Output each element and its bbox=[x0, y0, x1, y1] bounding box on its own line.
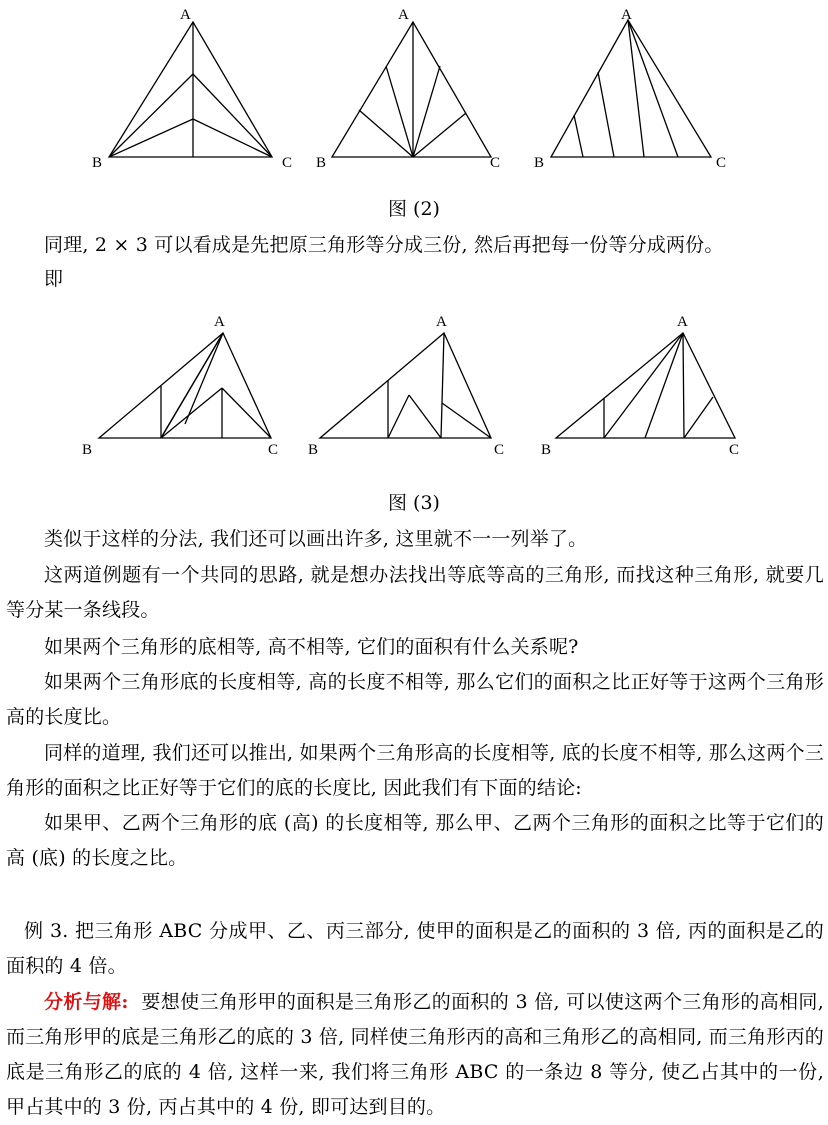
figure-2-triangle-1 bbox=[92, 7, 292, 171]
figure-3-caption: 图 (3) bbox=[388, 492, 440, 514]
analysis-text: 要想使三角形甲的面积是三角形乙的面积的 3 倍, 可以使这两个三角形的高相同, 而三角形甲的底是三角形乙的底的 3 倍, 同样使三角形丙的高和三角形乙的高相同, 而三角形丙的底是三角形乙的底的 4 倍, 这样一来, 我们将三角形 ABC 的一条边 8 等分, 使乙占其中的一份, 甲占其中的 3 份, 丙占其中的 4 份, 即可达到目的。 bbox=[6, 991, 825, 1118]
paragraph-5: 如果两个三角形的底相等, 高不相等, 它们的面积有什么关系呢? bbox=[44, 636, 579, 658]
paragraph-8: 如果甲、乙两个三角形的底 (高) 的长度相等, 那么甲、乙两个三角形的面积之比等于它们的高 (底) 的长度之比。 bbox=[6, 812, 824, 869]
analysis-label: 分析与解: bbox=[44, 991, 129, 1013]
figure-3-triangle-2 bbox=[308, 314, 504, 458]
figure-3 bbox=[0, 300, 828, 460]
figure-2 bbox=[0, 0, 828, 175]
label-a: A bbox=[180, 7, 191, 23]
label-c: C bbox=[490, 155, 501, 171]
label-c: C bbox=[268, 442, 279, 458]
paragraph-2: 即 bbox=[44, 268, 64, 290]
paragraph-7: 同样的道理, 我们还可以推出, 如果两个三角形高的长度相等, 底的长度不相等, 那么这两个三角形的面积之比正好等于它们的底的长度比, 因此我们有下面的结论: bbox=[6, 742, 824, 799]
label-a: A bbox=[677, 314, 688, 330]
analysis-paragraph bbox=[6, 985, 824, 1125]
label-a: A bbox=[398, 7, 409, 23]
paragraph-3: 类似于这样的分法, 我们还可以画出许多, 这里就不一一列举了。 bbox=[44, 528, 588, 550]
figure-3-triangle-3 bbox=[541, 314, 739, 458]
paragraph-4: 这两道例题有一个共同的思路, 就是想办法找出等底等高的三角形, 而找这种三角形, 就要几等分某一条线段。 bbox=[6, 564, 824, 621]
label-b: B bbox=[541, 442, 552, 458]
paragraph-1: 同理, 2 × 3 可以看成是先把原三角形等分成三份, 然后再把每一份等分成两份。 bbox=[44, 234, 724, 256]
example-3: 例 3. 把三角形 ABC 分成甲、乙、丙三部分, 使甲的面积是乙的面积的 3 倍, 丙的面积是乙的面积的 4 倍。 bbox=[6, 920, 824, 977]
label-a: A bbox=[621, 7, 632, 23]
paragraph-6: 如果两个三角形底的长度相等, 高的长度不相等, 那么它们的面积之比正好等于这两个三角形高的长度比。 bbox=[6, 671, 824, 728]
label-b: B bbox=[92, 155, 103, 171]
label-c: C bbox=[494, 442, 505, 458]
figure-2-triangle-3 bbox=[534, 7, 726, 171]
label-b: B bbox=[308, 442, 319, 458]
label-b: B bbox=[82, 442, 93, 458]
label-c: C bbox=[729, 442, 740, 458]
label-a: A bbox=[436, 314, 447, 330]
figure-2-caption: 图 (2) bbox=[388, 198, 440, 220]
label-c: C bbox=[282, 155, 293, 171]
label-b: B bbox=[316, 155, 327, 171]
label-b: B bbox=[534, 155, 545, 171]
figure-3-triangle-1 bbox=[82, 314, 278, 458]
label-c: C bbox=[716, 155, 727, 171]
figure-2-triangle-2 bbox=[316, 7, 500, 171]
label-a: A bbox=[214, 314, 225, 330]
